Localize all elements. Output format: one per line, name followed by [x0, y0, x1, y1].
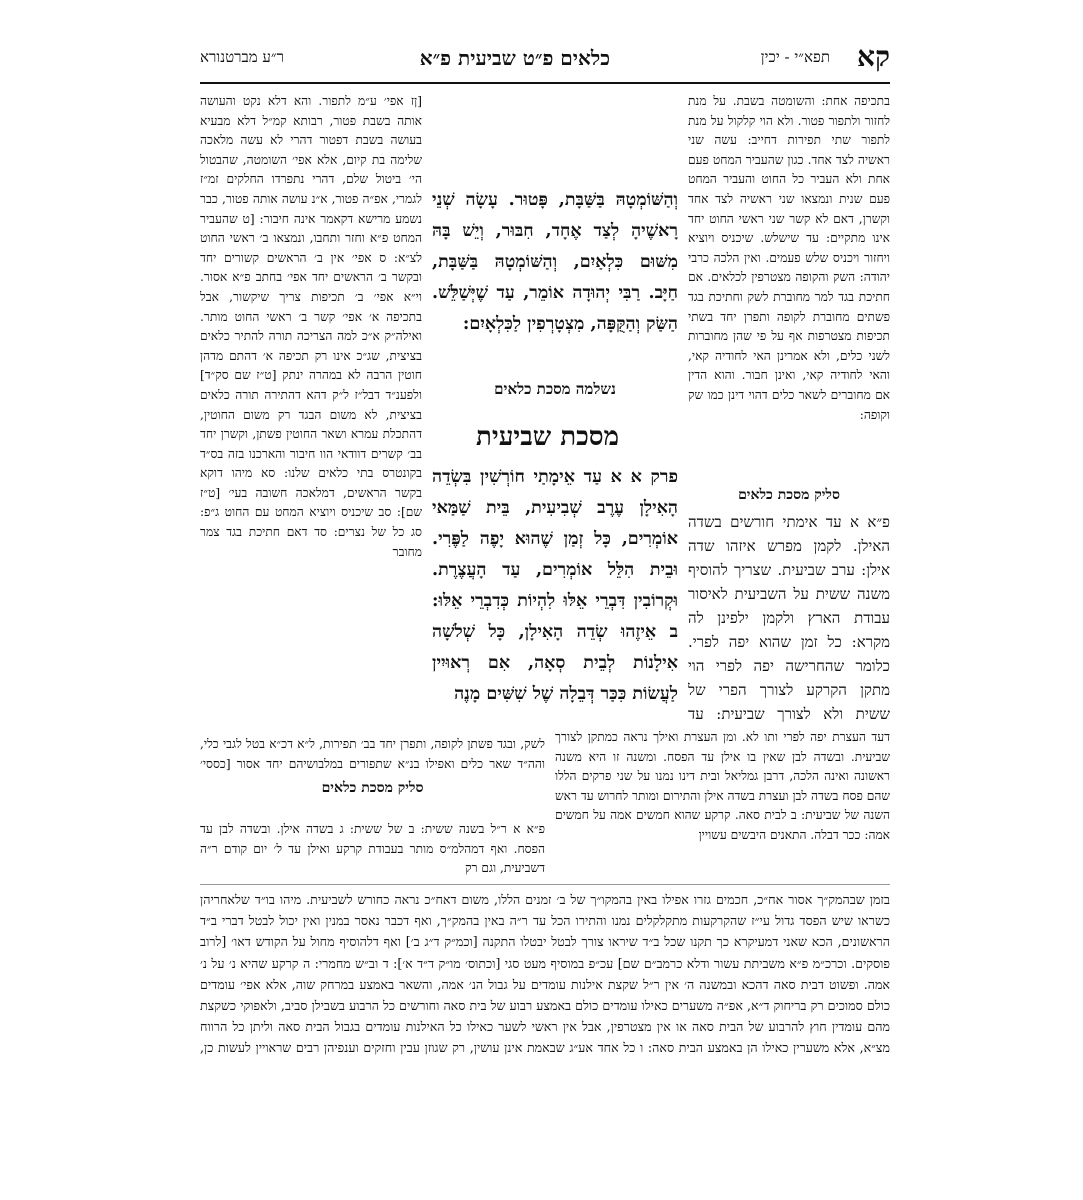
- bartenura-continuation-text: דעד העצרת יפה לפרי ותו לא. ומן העצרת ואילך נראה כמתקן לצורך שביעית. ובשדה לבן שאין בו אילן עד הפסח. ומשנה זו היא משנה ראשונה ואינה הלכה, דרבן גמליאל ובית דינו נמנו על שני פרקים הללו שהם פסח בשדה לבן ועצרת בשדה אילן והתירום ומותר לחרוש עד ראש השנה של שביעית: ב לבית סאה. קרקע שהוא חמשים אמה על חמשים אמה: ככר דבלה. התאנים היבשים עשויין: [555, 730, 890, 842]
- page-title: כלאים פ״ט שביעית פ״א: [419, 46, 610, 70]
- mishnah-shviit-text: פרק א א עַד אֵימָתַי חוֹרְשִׁין בִּשְׂדֵה הָאִילָן עֶרֶב שְׁבִיעִית, בֵּית שַׁמַּאי אוֹמְרִים, כָּל זְמַן שֶׁהוּא יָפֶה לַפֶּרִי. וּבֵית הִלֵּל אוֹמְרִים, עַד הָעֲצֶרֶת. וּקְרוֹבִין דִּבְרֵי אֵלּוּ לִהְיוֹת כְּדִבְרֵי אֵלּוּ: ב אֵיזֶהוּ שְׂדֵה הָאִילָן, כָּל שְׁלֹשָׁה אִילָנוֹת לְבֵית סְאָה, אִם רְאוּיִין לַעֲשׂוֹת כִּכַּר דְּבֵלָה שֶׁל שִׁשִּׁים מָנֶה: [432, 467, 678, 704]
- kilayim-closing: [432, 380, 678, 404]
- kilayim-closing-text: נשלמה מסכת כלאים: [494, 380, 616, 398]
- left-shviit-text: פ״א א ר״ל בשנה ששית: ב של ששית: ג בשדה אילן. ובשדה לבן עד הפסח. ואף דמהלמ״ס מותר בעבודת קרקע ואילן עד ל׳ יום קודם ר״ה דשביעית, וגם רק: [200, 822, 545, 876]
- bottom-commentary-text: בזמן שבהמק״ך אסור אח״כ, חכמים גזרו אפילו באין בהמקו״ך של ב׳ זמנים הללו, משום דאח״כ נראה כחורש לשביעית. מיהו בו״ד שלאחריהן כשראו שיש הפסד גדול עי״ז שהקרקעות מתקלקלים נמנו והתירו הכל עד ר״ה באין בהמק״ך, ואף דכבר נאסר במנין ואין יכול לבטל דברי ב״ד הראשונים, הכא שאני דמעיקרא כך תקנו שכל ב״ד שיראו צורך לבטל יבטלו התקנה [וכמ״ק ד״ג ב׳] ואף דלהוסיף מחול על הקודש דאו׳ [לרוב פוסקים. וכרכ״מ פ״א משביתת עשור ודלא כרמב״ם שם] עכ״פ במוסיף מעט סגי [וכתוס׳ מו״ק ד״ד א׳]: ד וב״ש מחמרי: ה קרקע שהיא נ׳ על נ׳ אמה. ופשוט דבית סאה דהכא ובמשנה ה׳ אין ר״ל שקצת אילנות עומדים על גבול הנ׳ אמה, והשאר באמצע במרחק שוה, אלא אפי׳ עומדים כולם סמוכים רק בריחוק ד״א, אפ״ה משערים כאילו עומדים כולם באמצע רבוע של בית סאה וחורשים כל הרבוע בשבילן סביב, ולאפוקי כשקצת מהם עומדין חוץ להרבוע של הבית סאה או אין מצטרפין, אבל אין ראשי לשער כאילו כל האילנות עומדים בגבול הבית סאה וליתן כל הרווח מצ״א, אלא משערין כאילו הן באמצע הבית סאה: ו כל אחד אע״ג שבאמת אינן עושין, רק שגוזן עבין וחזקים וענפיהן רבים שראויין לעשות כן,: [200, 892, 890, 1056]
- mishnah-kilayim-text: וְהַשּׁוֹמְטָהּ בַּשַּׁבָּת, פָּטוּר. עָשָׂה שְׁנֵי רָאשֶׁיהָ לְצַד אֶחָד, חִבּוּר, וְיֵשׁ בָּהּ מִשּׁוּם כִּלְאַיִם, וְהַשּׁוֹמְטָהּ בַּשַּׁבָּת, חַיָּב. רַבִּי יְהוּדָה אוֹמֵר, עַד שֶׁיְּשַׁלֵּשׁ. הַשַּׂק וְהַקֻּפָּה, מִצְטָרְפִין לַכִּלְאָיִם:: [432, 190, 678, 334]
- page-number: קא: [857, 40, 890, 73]
- left-commentary-text: [ןז אפי׳ ע״מ לתפור. והא דלא נקט והעושה אותה בשבת פטור, רבותא קמ״ל דלא מבעיא בעושה בשבת דפטור דהרי לא עשה מלאכה שלימה בת קיום, אלא אפי׳ השומטה, שהבטול הי׳ ביטול שלם, דהרי נתפרדו החלקים זמ״ז לגמרי, אפ״ה פטור, א״נ עושה אותה פטור, כבר נשמע מרישא דקאמר אינה חיבור: [ט שהעביר המחט פ״א וחזר ותחבו, ונמצאו ב׳ ראשי החוט לצ״א: ס אפי׳ אין ב׳ הראשים קשורים יחד ובקשר ב׳ הראשים יחד אפי׳ בחתב פ״א אסור. וי״א אפי׳ ב׳ תכיפות צריך שיקשור, אבל בתכיפה א׳ אפי׳ קשר ב׳ ראשי החוט מותר. ואילה״ק א״כ למה הצריכה תורה להתיר כלאים בציצית, שג״כ אינו רק תכיפה א׳ דהתם מדהן חוטין הרבה לא במהרה ינתק [ט״ז שם סק״ד] ולפענ״ד דבל״ז ל״ק דהא דהתירה תורה כלאים בציצית, לא משום הבגד רק משום החוטין, דהתכלת עמרא ושאר החוטין פשתן, וקשרן יחד בב׳ קשרים דוודאי הוו חיבור והארכנו בזה בס״ד בקונטרס בתי כלאים שלנו: סא מיהו דוקא בקשר הראשים, דמלאכה חשובה בעי׳ [ט״ז שם]: סב שיכניס ויוציא המחט עם החוט ג״פ: סג כל של נצרים: סד דאם חתיכת בגד צמר מחובר: [200, 94, 422, 559]
- left-commentary-column: [200, 92, 422, 732]
- right-shviit-text: פ״א א עד אימתי חורשים בשדה האילן. לקמן מפרש איזהו שדה אילן: ערב שביעית. שצריך להוסיף משנה ששית על השביעית לאיסור עבודת הארץ ולקמן ילפינן לה מקרא: כל זמן שהוא יפה לפרי. כלומר שהחרישה יפה לפרי הוי מתקן הקרקע לצורך הפרי של ששית ולא לצורך שביעית: עד: [688, 513, 890, 723]
- header-commentary-name: ר״ע מברטנורא: [200, 48, 284, 66]
- left-commentary-continuation: [200, 735, 545, 775]
- page-header: [200, 40, 890, 74]
- bartenura-continuation: [555, 728, 890, 880]
- left-commentary-siyum: [200, 780, 545, 800]
- left-continuation-text: לשק, ובגד פשתן לקופה, ותפרן יחד בב׳ תפירות, ל״א דכ״א בטל לגבי כלי, והה״ד שאר כלים ואפילו בנ״א שתפורים במלבושיהם יחד אסור [כססי׳: [200, 737, 545, 771]
- right-commentary-siyum: [688, 487, 890, 507]
- left-commentary-shviit: [200, 820, 545, 880]
- header-range: תפא״י - יכין: [760, 48, 830, 66]
- mishnah-shviit: [432, 462, 678, 725]
- right-commentary-text: בתכיפה אחת: והשומטה בשבת. על מנת לחזור ולתפור פטור. ולא הוי קלקול על מנת לתפור שתי תפירות דחייב: עשה שני ראשיה לצד אחד. כגון שהעביר המחט פעם אחת ולא העביר כל החוט והעביר המחט פעם שנית ונמצאו שני ראשיה לצד אחד וקשרן, דאם לא קשר שני ראשי החוט יחד אינו מתקיים: עד שישלש. שיכניס ויוציא ויחזור ויכניס שלש פעמים. ואין הלכה כרבי יהודה: השק והקופה מצטרפין לכלאים. אם חתיכת בגד למר מחוברת לשק וחתיכת בגד פשתים מחוברת לקופה ותפרן יחד בשתי תכיפות מצטרפות אף על פי שהן מחוברות לשני כלים, ולא אמרינן האי לחודיה קאי, והאי לחודיה קאי, ואינן חבור. והוא הדין אם מחוברים לשאר כלים דהוי דינן כמו שק וקופה:: [688, 94, 890, 422]
- right-commentary-column: [688, 92, 890, 487]
- tractate-title: מסכת שביעית: [476, 422, 619, 452]
- right-commentary-shviit: [688, 510, 890, 725]
- section-divider: [200, 884, 890, 885]
- right-siyum-text: סליק מסכת כלאים: [738, 487, 840, 503]
- mishnah-kilayim: [432, 185, 678, 375]
- bottom-commentary: [200, 889, 890, 1059]
- left-siyum-text: סליק מסכת כלאים: [321, 780, 424, 796]
- header-rule: [200, 82, 890, 84]
